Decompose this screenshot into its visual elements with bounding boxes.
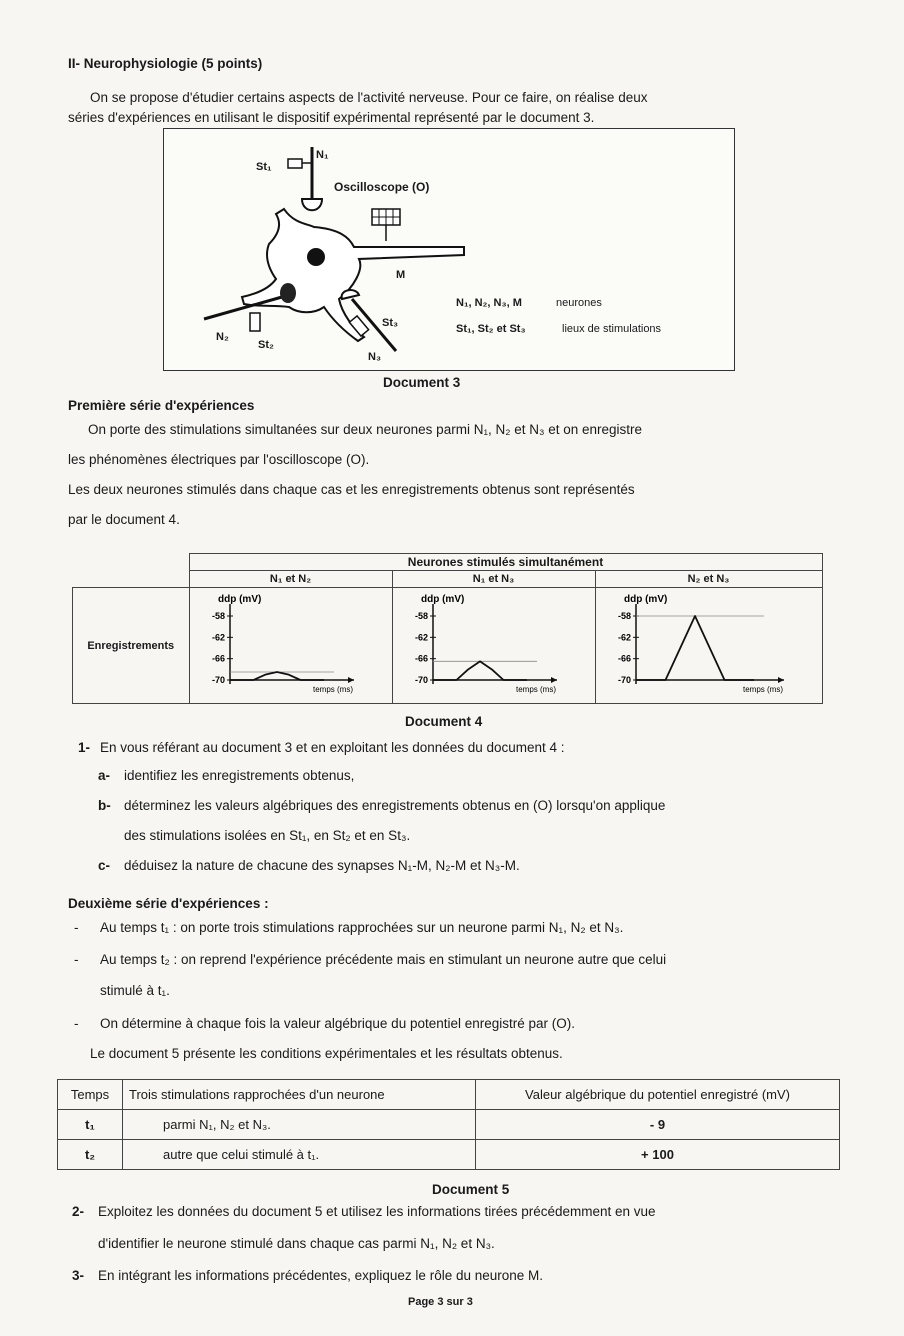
y-tick-label: -62 [414,632,428,643]
serie2-title: Deuxième série d'expériences : [68,896,269,911]
serie1-p3: Les deux neurones stimulés dans chaque cas et les enregistrements obtenus sont représentés [68,482,635,497]
y-tick-label: -62 [211,632,225,643]
doc5-header-temps: Temps [58,1080,123,1110]
document-4-table [72,553,823,704]
bullet-3: - [74,1016,79,1031]
recording-cell-2 [392,588,595,704]
q1b-text-2: des stimulations isolées en St₁, en St₂ et en St₃. [124,828,411,843]
st1-electrode [288,159,302,168]
doc5-row2-time: t₂ [58,1140,123,1170]
y-tick-label: -70 [617,675,631,685]
q2-text-1: Exploitez les données du document 5 et utilisez les informations tirées précédemment en vue [98,1204,656,1219]
y-tick-label: -62 [617,632,631,643]
q1c-text: déduisez la nature de chacune des synapses N₁-M, N₂-M et N₃-M. [124,858,520,873]
document-4-caption: Document 4 [405,714,483,729]
doc5-header-valeur: Valeur algébrique du potentiel enregistré (mV) [476,1080,840,1110]
doc5-header-stimulations: Trois stimulations rapprochées d'un neurone [123,1080,476,1110]
doc4-col-2: N₁ et N₃ [392,571,595,588]
y-tick-label: -70 [211,675,225,685]
label-st1: St₁ [256,161,272,173]
q1-text: En vous référant au document 3 et en exploitant les données du document 4 : [100,740,565,755]
label-m: M [396,269,406,281]
x-axis-arrow [348,677,354,683]
serie1-p4: par le document 4. [68,512,180,527]
y-tick-label: -58 [414,611,428,621]
y-axis-label: ddp (mV) [623,594,667,605]
st2-electrode [250,313,260,331]
x-axis-label: temps (ms) [312,685,353,694]
document-3-diagram [163,128,735,371]
label-n2: N₂ [216,331,229,343]
document-5-caption: Document 5 [432,1182,510,1197]
doc5-row1-time: t₁ [58,1110,123,1140]
neuron-m-nucleus [307,248,325,266]
legend-neurones-value: neurones [556,297,602,309]
q1b-text-1: déterminez les valeurs algébriques des enregistrements obtenus en (O) lorsqu'on applique [124,798,666,813]
doc4-col-1: N₁ et N₂ [189,571,392,588]
serie2-bullet-1: Au temps t₁ : on porte trois stimulations rapprochées sur un neurone parmi N₁, N₂ et N₃. [100,920,624,935]
section-title: II- Neurophysiologie (5 points) [68,56,263,71]
q1a-label: a- [98,768,111,783]
recording-cell-1 [189,588,392,704]
y-tick-label: -66 [414,653,428,664]
neuron-n1-terminal [302,199,322,210]
q1b-label: b- [98,798,111,813]
q2-text-2: d'identifier le neurone stimulé dans chaque cas parmi N₁, N₂ et N₃. [98,1236,495,1251]
x-axis-label: temps (ms) [515,685,556,694]
x-axis-arrow [778,677,784,683]
document-3-caption: Document 3 [383,375,461,390]
doc4-col-3: N₂ et N₃ [595,571,822,588]
y-axis-label: ddp (mV) [420,594,464,605]
y-tick-label: -70 [414,675,428,685]
legend-stimulations-value: lieux de stimulations [562,323,662,335]
serie1-p2: les phénomènes électriques par l'oscilloscope (O). [68,452,370,467]
serie1-p1: On porte des stimulations simultanées sur deux neurones parmi N₁, N₂ et N₃ et on enregistre [88,422,643,437]
page-footer: Page 3 sur 3 [408,1296,473,1308]
serie1-title: Première série d'expériences [68,398,255,413]
doc4-row-label: Enregistrements [73,588,190,704]
neuron-n2-terminal [280,283,296,303]
legend-stimulations-key: St₁, St₂ et St₃ [456,323,526,335]
neuron-n3-terminal [342,290,359,299]
label-n3: N₃ [368,351,382,363]
serie2-paragraph: Le document 5 présente les conditions expérimentales et les résultats obtenus. [90,1046,563,1061]
q1-number: 1- [78,740,91,755]
intro-line-2: séries d'expériences en utilisant le dispositif expérimental représenté par le document 3. [68,110,595,125]
recording-graph-n1-n2 [190,588,390,702]
q1a-text: identifiez les enregistrements obtenus, [124,768,355,783]
label-st2: St₂ [258,339,274,351]
label-n1: N₁ [316,149,329,161]
doc5-row2-condition: autre que celui stimulé à t₁. [123,1140,476,1170]
recording-graph-n2-n3 [596,588,820,702]
bullet-2: - [74,952,79,967]
doc5-row1-condition: parmi N₁, N₂ et N₃. [123,1110,476,1140]
x-axis-label: temps (ms) [742,685,783,694]
recording-cell-3 [595,588,822,704]
label-oscilloscope: Oscilloscope (O) [334,180,430,194]
x-axis-arrow [551,677,557,683]
doc5-row2-value: + 100 [476,1140,840,1170]
serie2-bullet-3: On détermine à chaque fois la valeur algébrique du potentiel enregistré par (O). [100,1016,576,1031]
q2-number: 2- [72,1204,85,1219]
recording-curve [433,661,527,680]
label-st3: St₃ [382,317,399,329]
bullet-1: - [74,920,79,935]
serie2-bullet-2-line-2: stimulé à t₁. [100,983,170,998]
recording-curve [230,672,324,680]
q3-number: 3- [72,1268,85,1283]
y-tick-label: -66 [211,653,225,664]
serie2-bullet-2-line-1: Au temps t₂ : on reprend l'expérience précédente mais en stimulant un neurone autre que celui [100,952,667,967]
y-tick-label: -58 [617,611,631,621]
q3-text: En intégrant les informations précédentes, expliquez le rôle du neurone M. [98,1268,544,1283]
q1c-label: c- [98,858,111,873]
document-5-table [57,1079,840,1170]
intro-line-1: On se propose d'étudier certains aspects de l'activité nerveuse. Pour ce faire, on réalise deux [90,90,648,105]
legend-neurones-key: N₁, N₂, N₃, M [456,297,522,309]
recording-graph-n1-n3 [393,588,593,702]
y-axis-label: ddp (mV) [217,594,261,605]
recording-curve [636,616,754,680]
y-tick-label: -58 [211,611,225,621]
doc5-row1-value: - 9 [476,1110,840,1140]
y-tick-label: -66 [617,653,631,664]
doc4-header: Neurones stimulés simultanément [189,554,822,571]
